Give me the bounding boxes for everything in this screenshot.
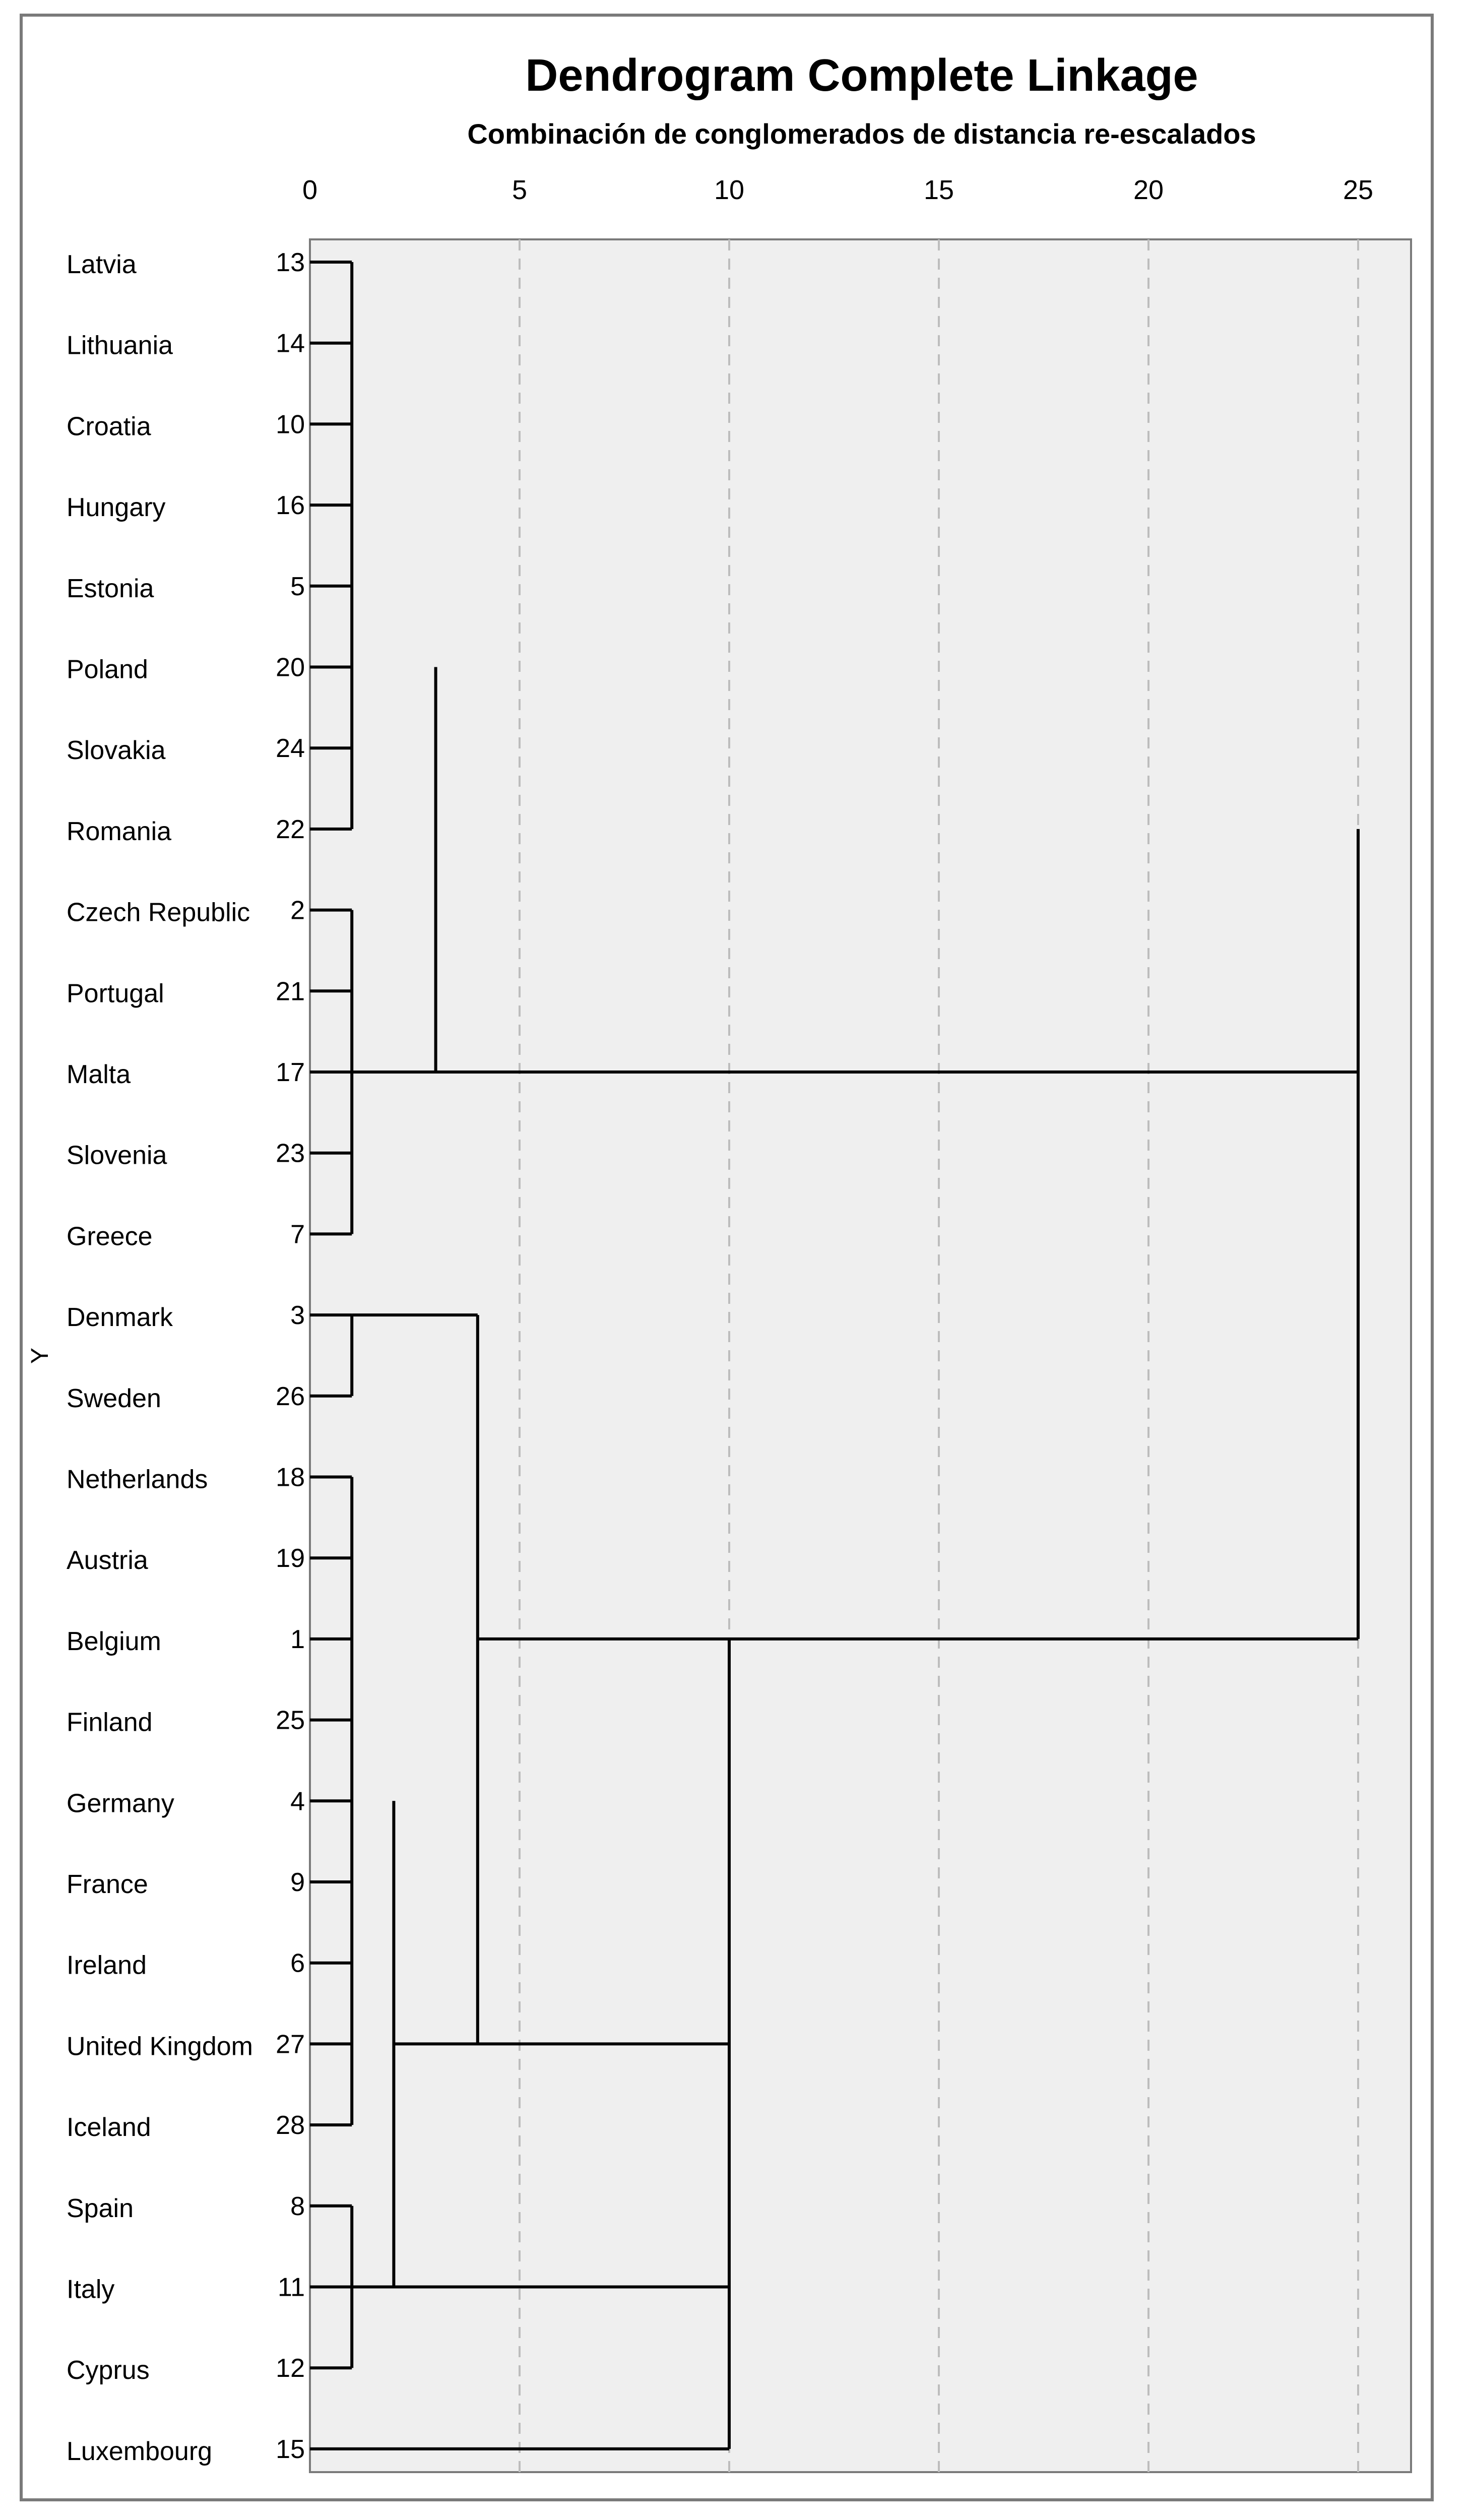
leaf-id: 8 — [290, 2191, 305, 2221]
leaf-id: 26 — [276, 1381, 305, 1411]
leaf-label: Luxembourg — [67, 2436, 213, 2466]
leaf-id: 14 — [276, 329, 305, 358]
leaf-label: Austria — [67, 1546, 148, 1576]
leaf-label: Netherlands — [67, 1465, 208, 1494]
leaf-label: Spain — [67, 2193, 134, 2223]
leaf-label: Poland — [67, 655, 148, 684]
leaf-id: 20 — [276, 653, 305, 682]
leaf-id: 19 — [276, 1544, 305, 1573]
leaf-id: 23 — [276, 1139, 305, 1168]
leaf-label: Slovenia — [67, 1141, 167, 1170]
leaf-label: Cyprus — [67, 2356, 150, 2385]
leaf-id: 5 — [290, 572, 305, 601]
leaf-id: 21 — [276, 977, 305, 1006]
leaf-label: Slovakia — [67, 736, 166, 766]
leaf-label: Italy — [67, 2275, 115, 2304]
leaf-id: 22 — [276, 814, 305, 844]
leaf-id: 9 — [290, 1868, 305, 1897]
leaf-label: France — [67, 1870, 148, 1899]
x-tick-label: 25 — [1343, 175, 1374, 205]
leaf-id: 28 — [276, 2111, 305, 2140]
leaf-id: 10 — [276, 410, 305, 439]
chart-subtitle: Combinación de conglomerados de distancia re-escalados — [467, 118, 1256, 150]
leaf-id: 6 — [290, 1948, 305, 1978]
leaf-id: 16 — [276, 491, 305, 521]
leaf-id: 12 — [276, 2354, 305, 2383]
leaf-id: 27 — [276, 2030, 305, 2059]
leaf-label: Iceland — [67, 2113, 151, 2143]
leaf-label: Croatia — [67, 412, 151, 442]
leaf-id: 25 — [276, 1706, 305, 1735]
leaf-id: 2 — [290, 896, 305, 925]
leaf-id: 17 — [276, 1058, 305, 1087]
x-tick-label: 0 — [302, 175, 318, 205]
leaf-id: 13 — [276, 248, 305, 277]
leaf-id: 4 — [290, 1787, 305, 1816]
leaf-label: Sweden — [67, 1383, 161, 1413]
leaf-label: Malta — [67, 1060, 131, 1089]
leaf-label: Germany — [67, 1789, 174, 1818]
leaf-id: 24 — [276, 734, 305, 764]
x-tick-label: 10 — [714, 175, 745, 205]
y-axis-label: Y — [27, 1347, 53, 1364]
leaf-id: 11 — [278, 2273, 305, 2302]
leaf-id: 18 — [276, 1463, 305, 1492]
leaf-label: Belgium — [67, 1626, 161, 1656]
x-tick-label: 20 — [1133, 175, 1164, 205]
leaf-label: Finland — [67, 1708, 153, 1737]
leaf-label: Latvia — [67, 250, 137, 279]
x-tick-label: 15 — [923, 175, 954, 205]
leaf-label: Romania — [67, 816, 172, 846]
leaf-id: 1 — [290, 1624, 305, 1654]
leaf-id: 3 — [290, 1301, 305, 1331]
chart-title: Dendrogram Complete Linkage — [525, 50, 1198, 101]
leaf-label: Czech Republic — [67, 898, 250, 927]
leaf-id: 7 — [290, 1220, 305, 1249]
leaf-label: Denmark — [67, 1303, 173, 1333]
leaf-label: Ireland — [67, 1950, 147, 1980]
leaf-label: Portugal — [67, 979, 164, 1009]
leaf-label: United Kingdom — [67, 2032, 253, 2061]
x-tick-label: 5 — [512, 175, 528, 205]
leaf-label: Hungary — [67, 493, 166, 523]
leaf-label: Estonia — [67, 574, 154, 603]
plot-area — [310, 239, 1411, 2472]
leaf-label: Greece — [67, 1222, 153, 1251]
leaf-id: 15 — [276, 2434, 305, 2464]
leaf-label: Lithuania — [67, 331, 173, 360]
